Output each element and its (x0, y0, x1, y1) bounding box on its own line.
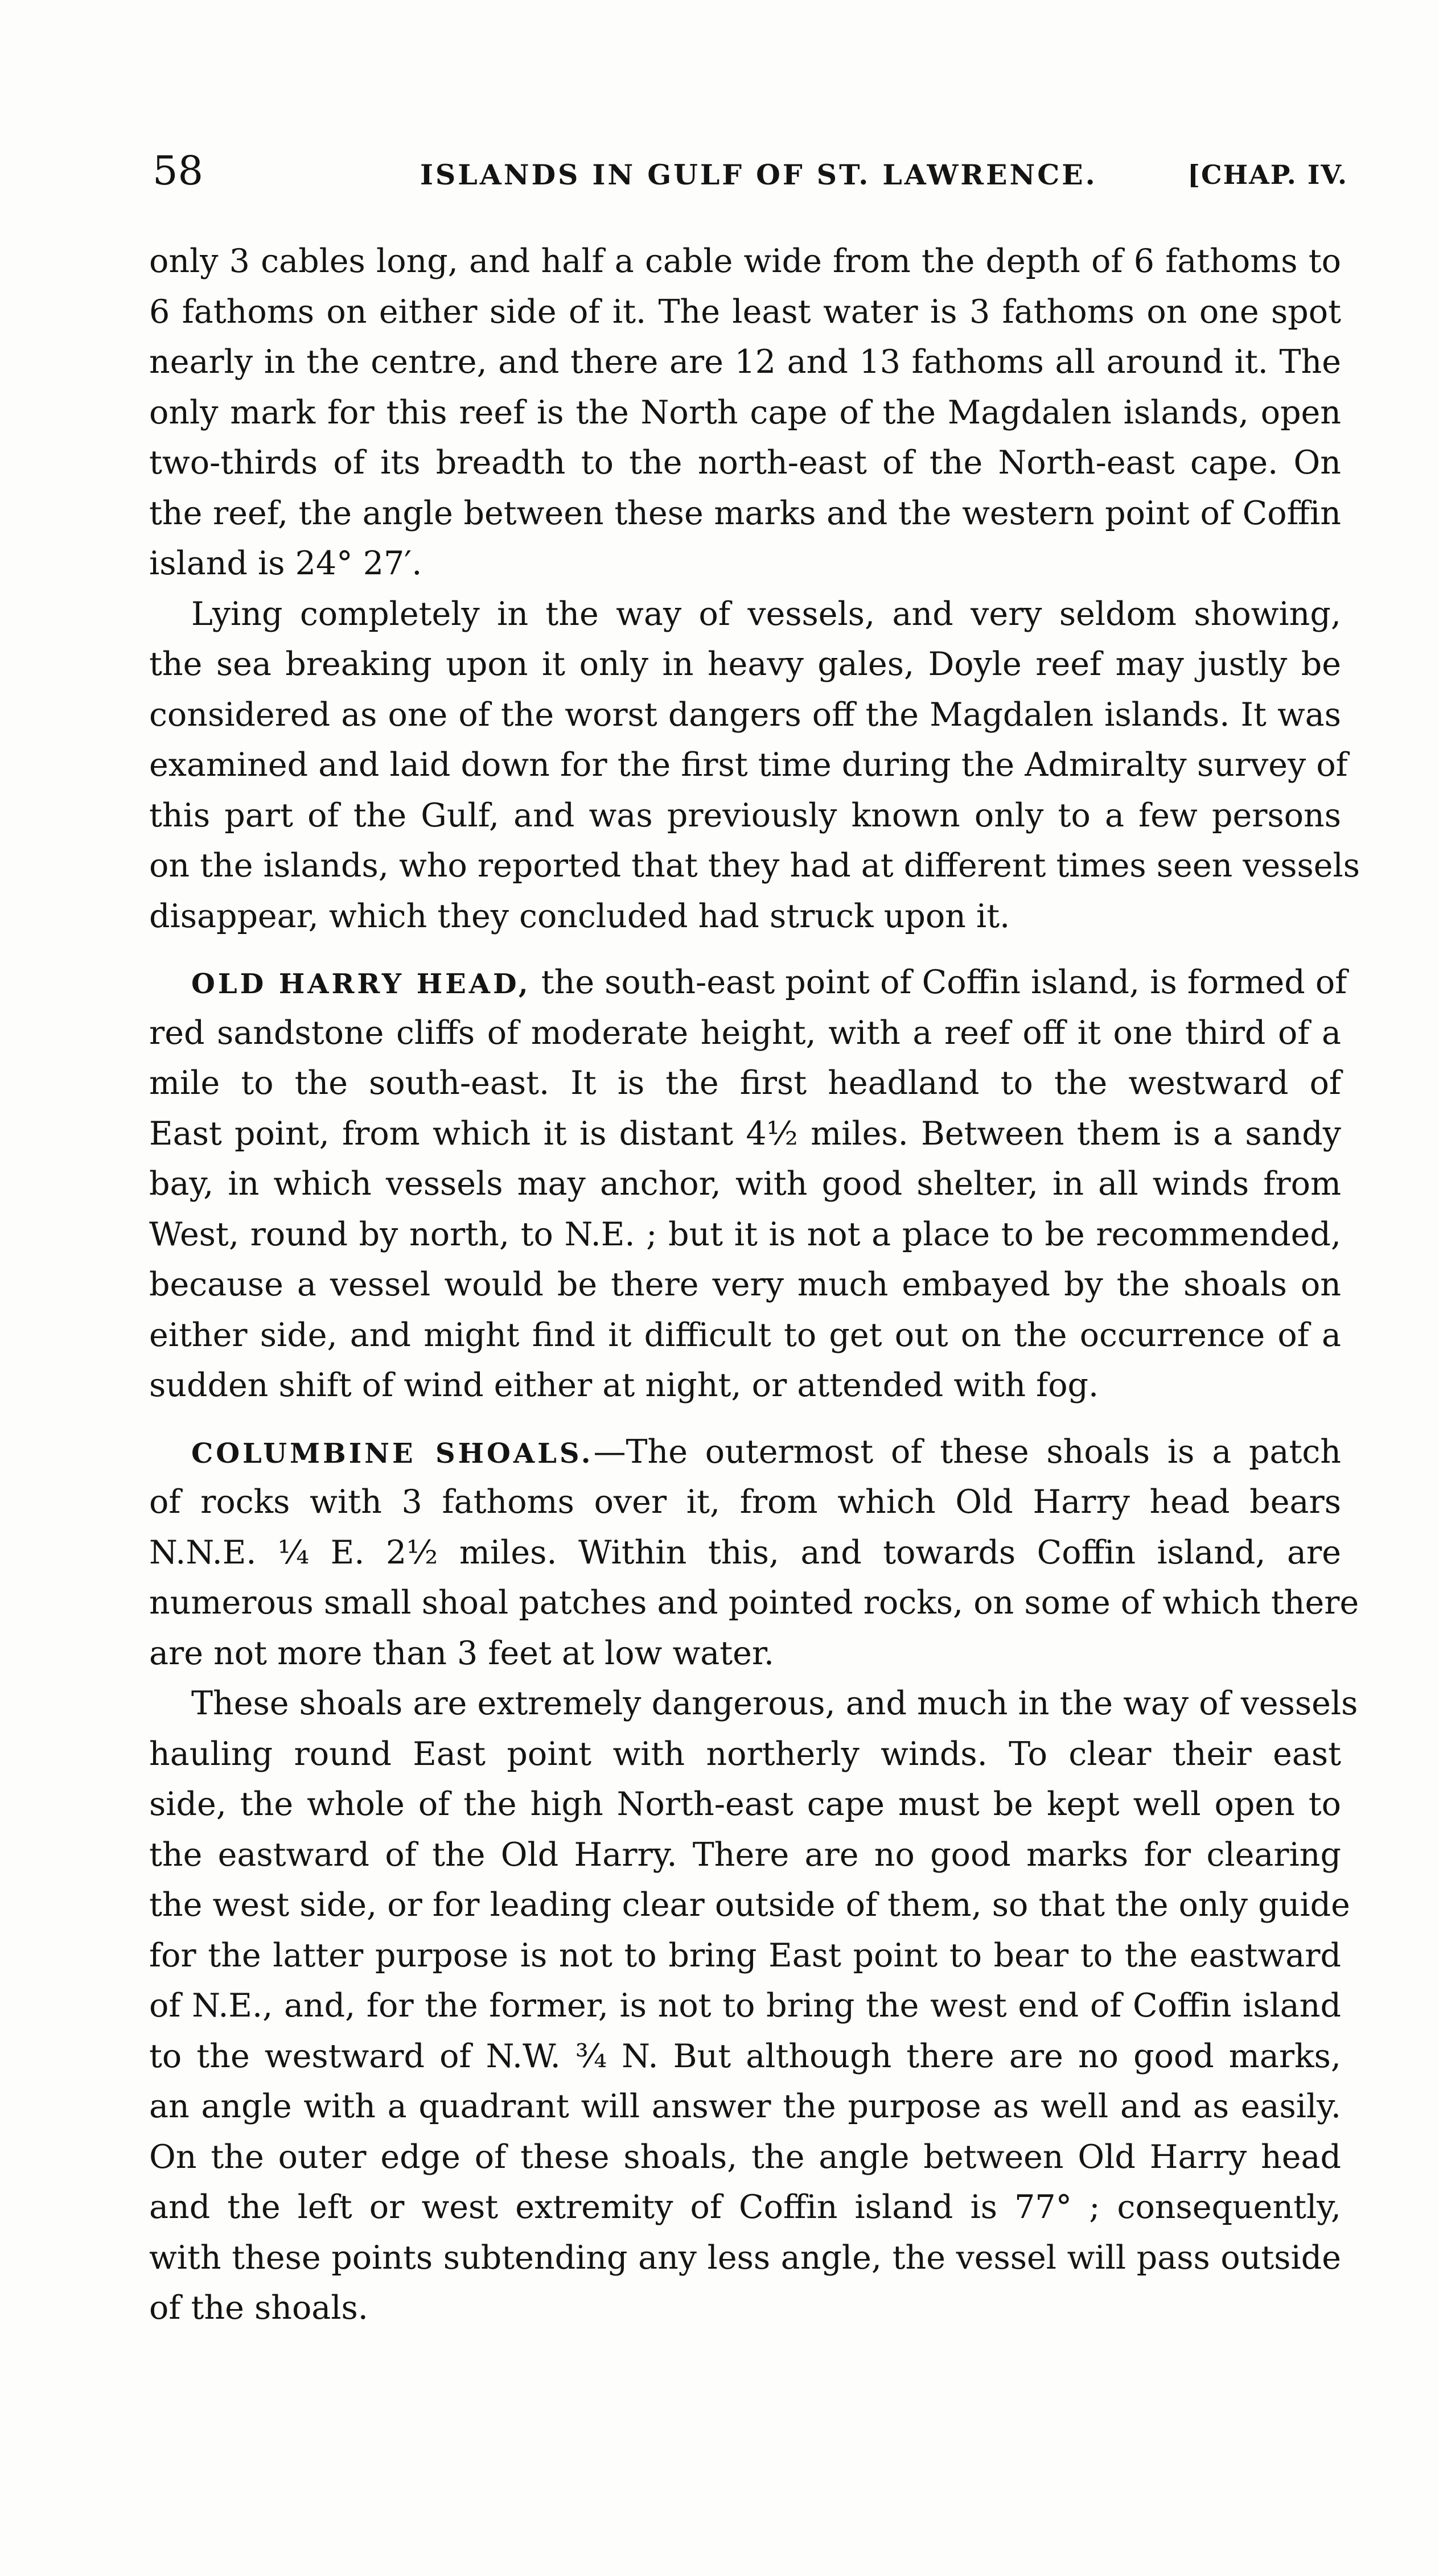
text-line: only mark for this reef is the North cape of the Magdalen islands, open (149, 393, 1341, 431)
text-line: an angle with a quadrant will answer the purpose as well and as easily. (149, 2088, 1341, 2125)
text-line: to the westward of N.W. ¾ N. But although there are no good marks, (149, 2037, 1341, 2075)
section-heading-columbine-shoals: COLUMBINE SHOALS. (191, 1437, 594, 1470)
text-line: considered as one of the worst dangers off the Magdalen islands. It was (149, 696, 1341, 734)
text-line: on the islands, who reported that they had at different times seen vessels (149, 847, 1360, 884)
text-line: either side, and might find it difficult to get out on the occurrence of a (149, 1316, 1341, 1354)
text-line (149, 1427, 1341, 1478)
text-line: Lying completely in the way of vessels, and very seldom showing, (191, 595, 1341, 633)
text-line: the reef, the angle between these marks and the western point of Coffin (149, 494, 1341, 532)
text-line: the eastward of the Old Harry. There are no good marks for clearing (149, 1836, 1341, 1874)
text-line: the west side, or for leading clear outside of them, so that the only guide (149, 1886, 1350, 1924)
text-line: N.N.E. ¼ E. 2½ miles. Within this, and towards Coffin island, are (149, 1533, 1341, 1571)
page-header (153, 142, 1348, 199)
text-line: 6 fathoms on either side of it. The least water is 3 fathoms on one spot (149, 293, 1341, 331)
text-line: two-thirds of its breadth to the north-east of the North-east cape. On (149, 444, 1341, 482)
text-line: side, the whole of the high North-east cape must be kept well open to (149, 1785, 1341, 1823)
text-run: —The outermost of these shoals is a patch (593, 1433, 1341, 1471)
text-line: On the outer edge of these shoals, the angle between Old Harry head (149, 2138, 1341, 2176)
text-line: of N.E., and, for the former, is not to bring the west end of Coffin island (149, 1987, 1341, 2024)
text-line: are not more than 3 feet at low water. (149, 1634, 774, 1672)
paragraph (149, 1678, 1358, 2334)
text-line: numerous small shoal patches and pointed rocks, on some of which there (149, 1584, 1359, 1622)
text-run: the south-east point of Coffin island, is formed of (531, 964, 1347, 1001)
text-line: this part of the Gulf, and was previously known only to a few persons (149, 796, 1341, 834)
text-line: only 3 cables long, and half a cable wide from the depth of 6 fathoms to (149, 242, 1341, 280)
text-line: island is 24° 27′. (149, 545, 422, 582)
text-line: red sandstone cliffs of moderate height, with a reef off it one third of a (149, 1014, 1341, 1052)
text-line: disappear, which they concluded had struck upon it. (149, 897, 1010, 935)
text-line: because a vessel would be there very much embayed by the shoals on (149, 1266, 1341, 1303)
text-line: East point, from which it is distant 4½ miles. Between them is a sandy (149, 1114, 1341, 1153)
body-text (149, 236, 1360, 2334)
paragraph (149, 236, 1341, 589)
text-line: These shoals are extremely dangerous, and much in the way of vessels (191, 1685, 1358, 1722)
text-line: examined and laid down for the first time during the Admiralty survey of (149, 746, 1348, 784)
text-line: hauling round East point with northerly winds. To clear their east (149, 1735, 1341, 1773)
section-gap (149, 1411, 1341, 1427)
section-gap (149, 941, 1341, 957)
page-number: 58 (153, 147, 204, 194)
text-line: of rocks with 3 fathoms over it, from which Old Harry head bears (149, 1483, 1341, 1521)
text-line: West, round by north, to N.E. ; but it is not a place to be recommended, (149, 1215, 1341, 1253)
running-title: ISLANDS IN GULF OF ST. LAWRENCE. (420, 158, 1097, 191)
section-heading-old-harry-head: OLD HARRY HEAD, (191, 968, 531, 1000)
paragraph (149, 957, 1347, 1411)
text-line: with these points subtending any less angle, the vessel will pass outside (149, 2238, 1341, 2277)
text-line: of the shoals. (149, 2289, 368, 2327)
text-line: for the latter purpose is not to bring East point to bear to the eastward (149, 1936, 1341, 1974)
text-line (149, 957, 1347, 1008)
chapter-reference: [CHAP. IV. (1187, 159, 1348, 190)
text-line: and the left or west extremity of Coffin island is 77° ; consequently, (149, 2188, 1341, 2226)
text-line: bay, in which vessels may anchor, with good shelter, in all winds from (149, 1165, 1341, 1203)
paragraph (149, 1427, 1359, 1679)
text-line: the sea breaking upon it only in heavy gales, Doyle reef may justly be (149, 645, 1341, 683)
text-line: mile to the south-east. It is the first headland to the westward of (149, 1064, 1341, 1102)
text-line: sudden shift of wind either at night, or attended with fog. (149, 1367, 1099, 1404)
paragraph (149, 589, 1360, 942)
text-line: nearly in the centre, and there are 12 and 13 fathoms all around it. The (149, 343, 1341, 381)
